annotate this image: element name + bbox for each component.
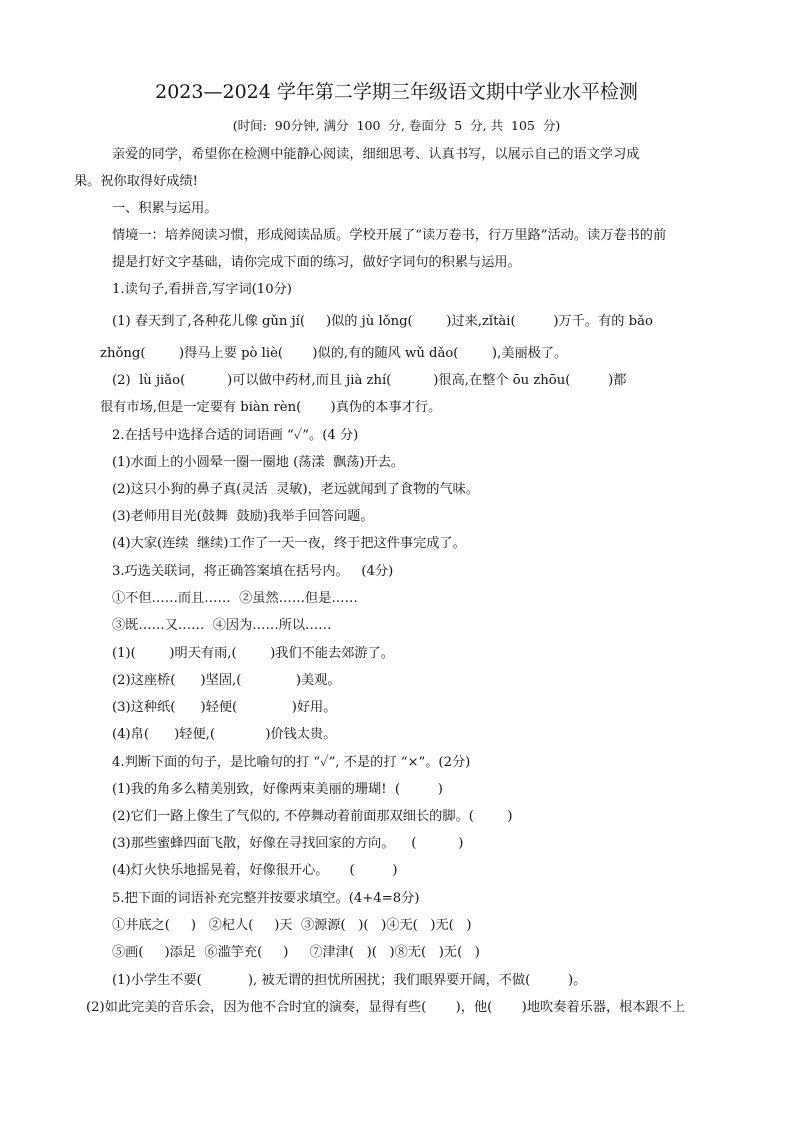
question-3-options: ③既……又…… ④因为……所以…… [112, 618, 332, 633]
question-3-line: (2)这座桥( )坚固,( )美观。 [112, 673, 341, 688]
question-4-line: (3)那些蜜蜂四面飞散，好像在寻找回家的方向。 ( ) [112, 836, 464, 851]
question-5-line: (1)小学生不要( ), 被无谓的担忧所困扰；我们眼界要开阔，不做( )。 [112, 973, 587, 988]
question-1-heading: 1.读句子,看拼音,写字词(10分) [112, 282, 292, 297]
question-3-options: ①不但……而且…… ②虽然……但是…… [112, 591, 358, 606]
question-1-line: (2) lù jiǎo( )可以做中药材,而且 jià zhí( )很高,在整个 ōu zhōu( )都 [112, 373, 627, 388]
exam-info: (时间: 90分钟, 满分 100 分, 卷面分 5 分, 共 105 分) [232, 118, 561, 133]
question-4-line: (1)我的角多么精美别致，好像两束美丽的珊瑚! ( ) [112, 782, 443, 797]
question-5-line: (2)如此完美的音乐会，因为他不合时宜的演奏，显得有些( )，他( )地吹奏着乐器，根本跟不上 [86, 1000, 686, 1015]
question-4-heading: 4.判断下面的句子，是比喻句的打 “✓”, 不是的打 “×”。(2分) [112, 755, 471, 770]
question-3-line: (3)这种纸( )轻便( )好用。 [112, 700, 337, 715]
scenario-line-1: 情境一：培养阅读习惯，形成阅读品质。学校开展了“读万卷书，行万里路”活动。读万卷书的前 [112, 228, 667, 243]
question-2-line: (1)水面上的小圆晕一圈一圈地 (荡漾 飘荡)开去。 [112, 455, 405, 470]
question-4-line: (2)它们一路上像生了气似的, 不停舞动着前面那双细长的脚。( ) [112, 809, 513, 824]
question-3-line: (1)( )明天有雨,( )我们不能去郊游了。 [112, 646, 394, 661]
question-1-line: 很有市场,但是一定要有 biàn rèn( )真伪的本事才行。 [100, 400, 442, 415]
question-5-words: ①井底之( ) ②杞人( )天 ③源源( )( )④无( )无( ) [112, 918, 472, 933]
question-2-line: (3)老师用目光(鼓舞 鼓励)我举手回答问题。 [112, 509, 374, 524]
question-5-heading: 5.把下面的词语补充完整并按要求填空。(4+4=8分) [112, 891, 420, 906]
question-3-heading: 3.巧选关联词，将正确答案填在括号内。 (4分) [112, 564, 394, 579]
question-5-words: ⑤画( )添足 ⑥滥竽充( ) ⑦津津( )( )⑧无( )无( ) [112, 945, 480, 960]
question-1-line: (1) 春天到了,各种花儿像 gǔn jí( )似的 jù lǒng( )过来,zǐtài( )万千。有的 bǎo [112, 314, 653, 329]
question-1-line: zhǒng( )得马上要 pò liè( )似的,有的随风 wǔ dǎo( ),美丽极了。 [100, 346, 568, 361]
page-title: 2023—2024 学年第二学期三年级语文期中学业水平检测 [155, 81, 638, 103]
question-4-line: (4)灯火快乐地摇晃着，好像很开心。 ( ) [112, 863, 398, 878]
section-heading: 一、积累与运用。 [112, 201, 218, 216]
question-2-line: (4)大家(连续 继续)工作了一天一夜，终于把这件事完成了。 [112, 536, 466, 551]
intro-line-2: 果。祝你取得好成绩! [74, 174, 198, 189]
question-3-line: (4)帛( )轻便,( )价钱太贵。 [112, 727, 337, 742]
scenario-line-2: 提是打好文字基础，请你完成下面的练习，做好字词句的积累与运用。 [112, 255, 521, 270]
question-2-line: (2)这只小狗的鼻子真(灵活 灵敏)，老远就闻到了食物的气味。 [112, 482, 480, 497]
intro-line-1: 亲爱的同学，希望你在检测中能静心阅读，细细思考、认真书写，以展示自己的语文学习成 [112, 147, 640, 162]
question-2-heading: 2.在括号中选择合适的词语画 “✓”。(4 分) [112, 428, 359, 443]
